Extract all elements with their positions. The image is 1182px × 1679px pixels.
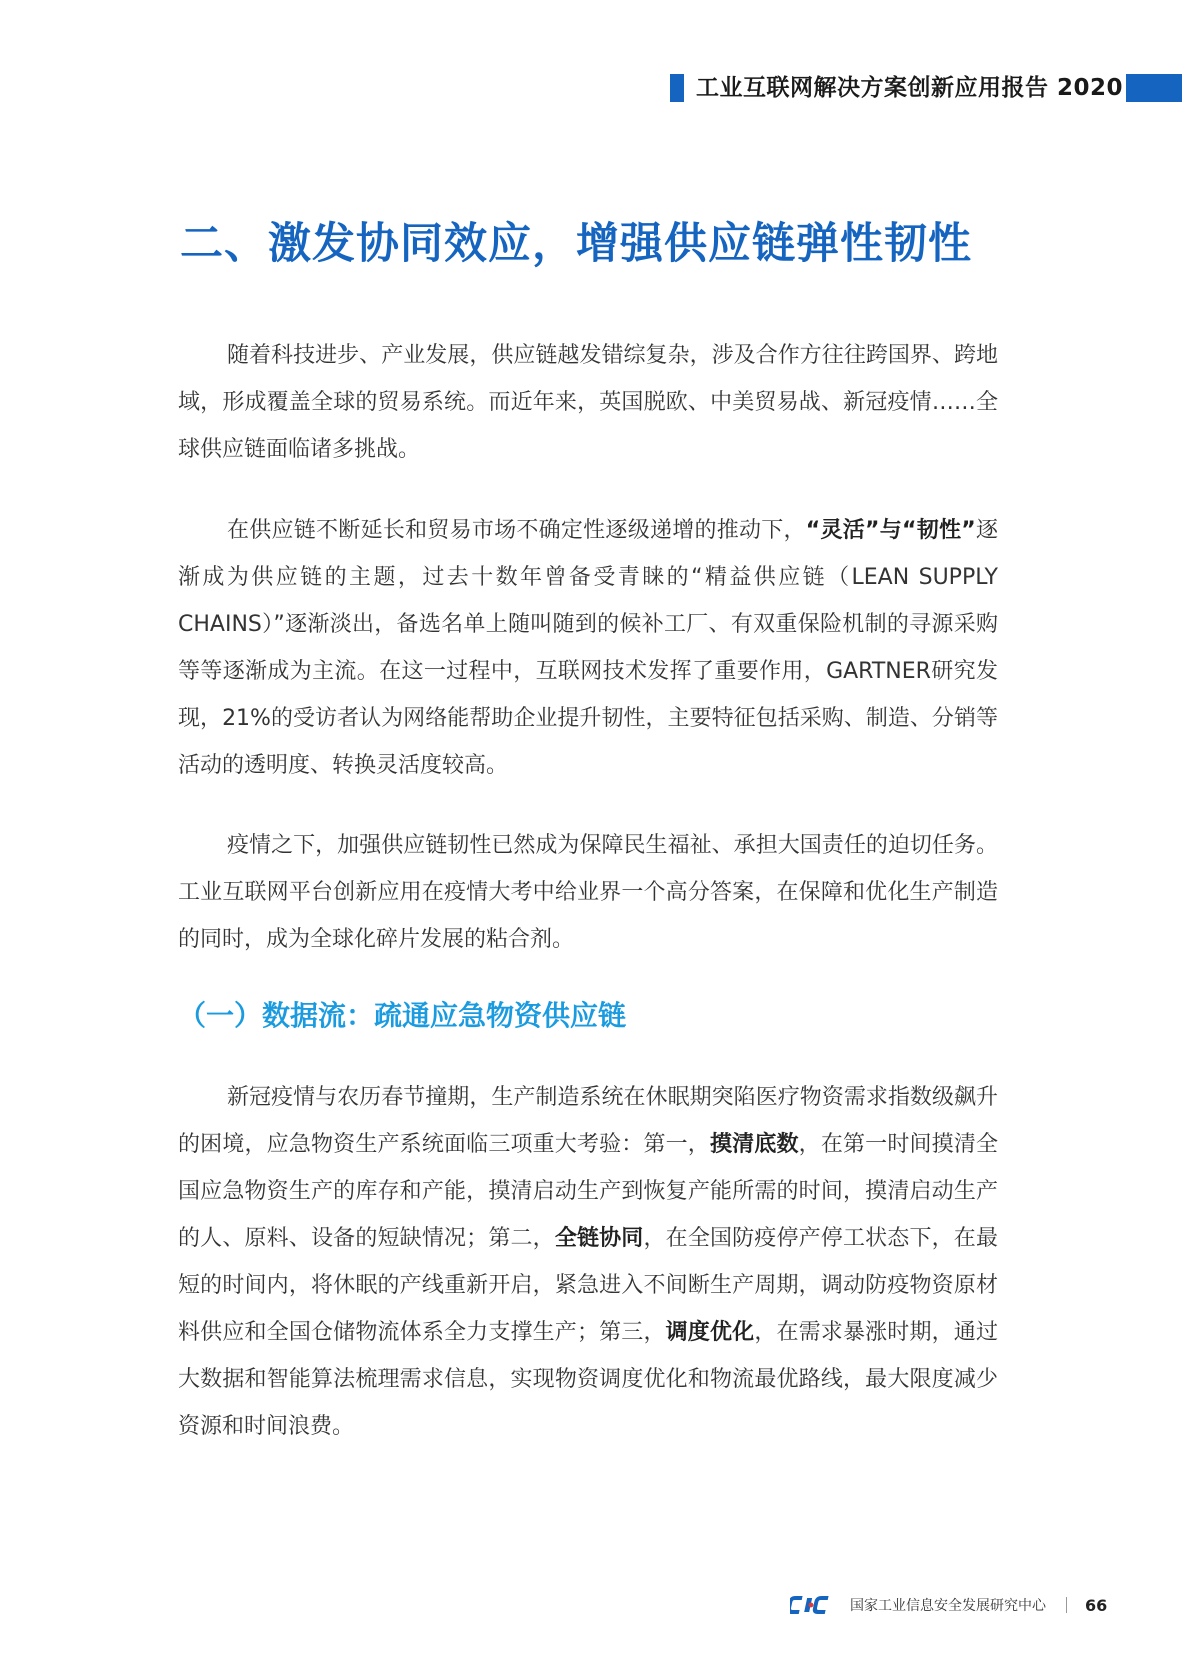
page-number: 66	[1085, 1595, 1108, 1615]
emphasis-chain-collaboration: 全链协同	[554, 1226, 644, 1251]
page-footer	[790, 1591, 1107, 1619]
cic-logo-icon	[790, 1594, 838, 1616]
emphasis-dispatch-optimization: 调度优化	[665, 1320, 755, 1345]
page-header	[0, 74, 1182, 104]
emphasis-baseline: 摸清底数	[709, 1132, 799, 1157]
cic-logo-graphic	[790, 1594, 838, 1616]
paragraph-intro	[178, 332, 998, 473]
paragraph-text: 随着科技进步、产业发展，供应链越发错综复杂，涉及合作方往往跨国界、跨地域，形成覆盖全球的贸易系统。而近年来，英国脱欧、中美贸易战、新冠疫情……全球供应链面临诸多挑战。	[178, 343, 998, 462]
footer-divider	[1066, 1597, 1067, 1613]
paragraph-text: 逐渐成为供应链的主题，过去十数年曾备受青睐的“精益供应链（LEAN SUPPLY CHAINS）”逐渐淡出，备选名单上随叫随到的候补工厂、有双重保险机制的寻源采购等等逐渐成为主流。在这一过程中，互联网技术发挥了重要作用，GARTNER研究发现，21%的受访者认为网络能帮助企业提升韧性，主要特征包括采购、制造、分销等活动的透明度、转换灵活度较高。	[178, 518, 998, 778]
paragraph-text: ，在第一时间摸清全国应急物资生产的库存和产能，摸清启动生产到恢复产能所需的时间，摸清启动生产的人、原料、设备的短缺情况；第二，	[178, 1132, 998, 1251]
footer-organization: 国家工业信息安全发展研究中心	[850, 1598, 1046, 1614]
header-title: 工业互联网解决方案创新应用报告 2020	[696, 75, 1124, 101]
emphasis-flexibility-resilience: “灵活”与“韧性”	[805, 518, 976, 543]
paragraph-text: 在供应链不断延长和贸易市场不确定性逐级递增的推动下，	[227, 518, 806, 543]
paragraph-text: 新冠疫情与农历春节撞期，生产制造系统在休眠期突陷医疗物资需求指数级飙升的困境，应急物资生产系统面临三项重大考验：第一，	[178, 1085, 998, 1157]
header-accent-bar	[1126, 74, 1182, 102]
paragraph-flexibility	[178, 507, 998, 789]
paragraph-text: ，在全国防疫停产停工状态下，在最短的时间内，将休眠的产线重新开启，紧急进入不间断生产周期，调动防疫物资原材料供应和全国仓储物流体系全力支撑生产；第三，	[178, 1226, 998, 1345]
paragraph-challenges	[178, 1074, 998, 1450]
paragraph-text: ，在需求暴涨时期，通过大数据和智能算法梳理需求信息，实现物资调度优化和物流最优路线，最大限度减少资源和时间浪费。	[178, 1320, 998, 1439]
header-marker	[670, 74, 684, 102]
paragraph-text: 疫情之下，加强供应链韧性已然成为保障民生福祉、承担大国责任的迫切任务。工业互联网平台创新应用在疫情大考中给业界一个高分答案，在保障和优化生产制造的同时，成为全球化碎片发展的粘合剂。	[178, 833, 998, 952]
subsection-title: （一）数据流：疏通应急物资供应链	[178, 999, 627, 1032]
paragraph-pandemic	[178, 822, 998, 963]
section-title: 二、激发协同效应，增强供应链弹性韧性	[180, 219, 972, 269]
